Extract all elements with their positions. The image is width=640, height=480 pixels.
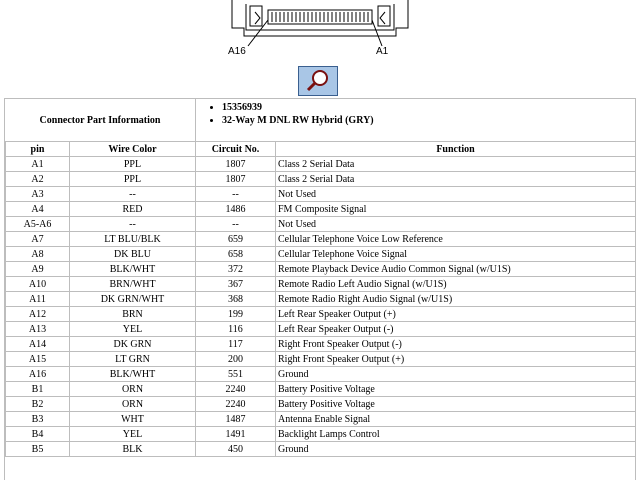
table-row bbox=[6, 217, 636, 232]
cell-circuit-no: 199 bbox=[196, 307, 276, 322]
cell-function: Right Front Speaker Output (-) bbox=[276, 337, 636, 352]
cell-circuit-no: -- bbox=[196, 187, 276, 202]
cell-circuit-no: -- bbox=[196, 217, 276, 232]
cell-wire-color: BRN/WHT bbox=[70, 277, 196, 292]
table-row bbox=[6, 397, 636, 412]
table-row bbox=[6, 352, 636, 367]
table-row bbox=[6, 337, 636, 352]
cell-wire-color: BRN bbox=[70, 307, 196, 322]
header-circuit-no: Circuit No. bbox=[196, 142, 276, 157]
cell-circuit-no: 1807 bbox=[196, 157, 276, 172]
table-header-row bbox=[6, 142, 636, 157]
table-row bbox=[6, 262, 636, 277]
cell-pin: A3 bbox=[6, 187, 70, 202]
cell-wire-color: -- bbox=[70, 187, 196, 202]
cell-wire-color: DK GRN bbox=[70, 337, 196, 352]
cell-pin: A10 bbox=[6, 277, 70, 292]
cell-function: FM Composite Signal bbox=[276, 202, 636, 217]
table-row bbox=[6, 307, 636, 322]
cell-function: Not Used bbox=[276, 187, 636, 202]
header-pin: pin bbox=[6, 142, 70, 157]
connector-description: • 32-Way M DNL RW Hybrid (GRY) bbox=[222, 114, 374, 127]
table-row bbox=[6, 442, 636, 457]
cell-wire-color: BLK bbox=[70, 442, 196, 457]
cell-wire-color: DK BLU bbox=[70, 247, 196, 262]
cell-function: Cellular Telephone Voice Signal bbox=[276, 247, 636, 262]
cell-function: Class 2 Serial Data bbox=[276, 157, 636, 172]
cell-circuit-no: 2240 bbox=[196, 382, 276, 397]
cell-pin: B3 bbox=[6, 412, 70, 427]
header-function: Function bbox=[276, 142, 636, 157]
cell-wire-color: DK GRN/WHT bbox=[70, 292, 196, 307]
cell-pin: A1 bbox=[6, 157, 70, 172]
header-wire-color: Wire Color bbox=[70, 142, 196, 157]
cell-wire-color: ORN bbox=[70, 397, 196, 412]
cell-function: Remote Radio Right Audio Signal (w/U1S) bbox=[276, 292, 636, 307]
cell-pin: A13 bbox=[6, 322, 70, 337]
table-row bbox=[6, 202, 636, 217]
pin-label-a1: A1 bbox=[376, 46, 389, 57]
connector-part-info bbox=[5, 99, 635, 142]
cell-pin: A7 bbox=[6, 232, 70, 247]
cell-circuit-no: 200 bbox=[196, 352, 276, 367]
cell-wire-color: BLK/WHT bbox=[70, 367, 196, 382]
cell-wire-color: PPL bbox=[70, 157, 196, 172]
cell-pin: A15 bbox=[6, 352, 70, 367]
cell-pin: A5-A6 bbox=[6, 217, 70, 232]
cell-function: Right Front Speaker Output (+) bbox=[276, 352, 636, 367]
cell-pin: B5 bbox=[6, 442, 70, 457]
table-row bbox=[6, 157, 636, 172]
cell-circuit-no: 367 bbox=[196, 277, 276, 292]
cell-pin: A12 bbox=[6, 307, 70, 322]
table-row bbox=[6, 382, 636, 397]
cell-circuit-no: 117 bbox=[196, 337, 276, 352]
cell-wire-color: YEL bbox=[70, 322, 196, 337]
cell-function: Battery Positive Voltage bbox=[276, 382, 636, 397]
cell-function: Left Rear Speaker Output (-) bbox=[276, 322, 636, 337]
magnifier-icon bbox=[299, 67, 337, 95]
cell-wire-color: LT BLU/BLK bbox=[70, 232, 196, 247]
cell-function: Antenna Enable Signal bbox=[276, 412, 636, 427]
cell-circuit-no: 658 bbox=[196, 247, 276, 262]
table-row bbox=[6, 172, 636, 187]
cell-pin: A8 bbox=[6, 247, 70, 262]
cell-function: Remote Playback Device Audio Common Signal (w/U1S) bbox=[276, 262, 636, 277]
cell-pin: B2 bbox=[6, 397, 70, 412]
table-row bbox=[6, 277, 636, 292]
cell-function: Not Used bbox=[276, 217, 636, 232]
cell-circuit-no: 368 bbox=[196, 292, 276, 307]
cell-circuit-no: 1491 bbox=[196, 427, 276, 442]
cell-circuit-no: 551 bbox=[196, 367, 276, 382]
cell-pin: A9 bbox=[6, 262, 70, 277]
cell-circuit-no: 372 bbox=[196, 262, 276, 277]
table-row bbox=[6, 292, 636, 307]
connector-part-info-list bbox=[210, 101, 374, 127]
cell-function: Battery Positive Voltage bbox=[276, 397, 636, 412]
cell-pin: B4 bbox=[6, 427, 70, 442]
part-number: • 15356939 bbox=[222, 101, 374, 114]
table-row bbox=[6, 412, 636, 427]
cell-pin: A2 bbox=[6, 172, 70, 187]
table-row bbox=[6, 322, 636, 337]
cell-pin: A4 bbox=[6, 202, 70, 217]
cell-pin: B1 bbox=[6, 382, 70, 397]
magnify-button[interactable] bbox=[298, 66, 338, 96]
connector-part-info-label: Connector Part Information bbox=[5, 99, 196, 141]
cell-function: Ground bbox=[276, 442, 636, 457]
cell-circuit-no: 1486 bbox=[196, 202, 276, 217]
connector-diagram bbox=[0, 0, 640, 98]
cell-circuit-no: 1807 bbox=[196, 172, 276, 187]
table-row bbox=[6, 427, 636, 442]
pinout-table bbox=[5, 141, 636, 457]
cell-function: Cellular Telephone Voice Low Reference bbox=[276, 232, 636, 247]
cell-function: Backlight Lamps Control bbox=[276, 427, 636, 442]
cell-function: Class 2 Serial Data bbox=[276, 172, 636, 187]
cell-circuit-no: 2240 bbox=[196, 397, 276, 412]
cell-circuit-no: 1487 bbox=[196, 412, 276, 427]
cell-wire-color: ORN bbox=[70, 382, 196, 397]
cell-wire-color: WHT bbox=[70, 412, 196, 427]
pin-label-a16: A16 bbox=[228, 46, 246, 57]
cell-pin: A14 bbox=[6, 337, 70, 352]
cell-function: Remote Radio Left Audio Signal (w/U1S) bbox=[276, 277, 636, 292]
cell-function: Left Rear Speaker Output (+) bbox=[276, 307, 636, 322]
table-row bbox=[6, 367, 636, 382]
cell-pin: A16 bbox=[6, 367, 70, 382]
cell-wire-color: -- bbox=[70, 217, 196, 232]
cell-wire-color: PPL bbox=[70, 172, 196, 187]
connector-sheet bbox=[4, 98, 636, 480]
table-row bbox=[6, 187, 636, 202]
cell-circuit-no: 116 bbox=[196, 322, 276, 337]
table-row bbox=[6, 247, 636, 262]
cell-circuit-no: 450 bbox=[196, 442, 276, 457]
cell-wire-color: BLK/WHT bbox=[70, 262, 196, 277]
cell-wire-color: RED bbox=[70, 202, 196, 217]
cell-function: Ground bbox=[276, 367, 636, 382]
table-row bbox=[6, 232, 636, 247]
cell-wire-color: LT GRN bbox=[70, 352, 196, 367]
cell-wire-color: YEL bbox=[70, 427, 196, 442]
cell-pin: A11 bbox=[6, 292, 70, 307]
cell-circuit-no: 659 bbox=[196, 232, 276, 247]
